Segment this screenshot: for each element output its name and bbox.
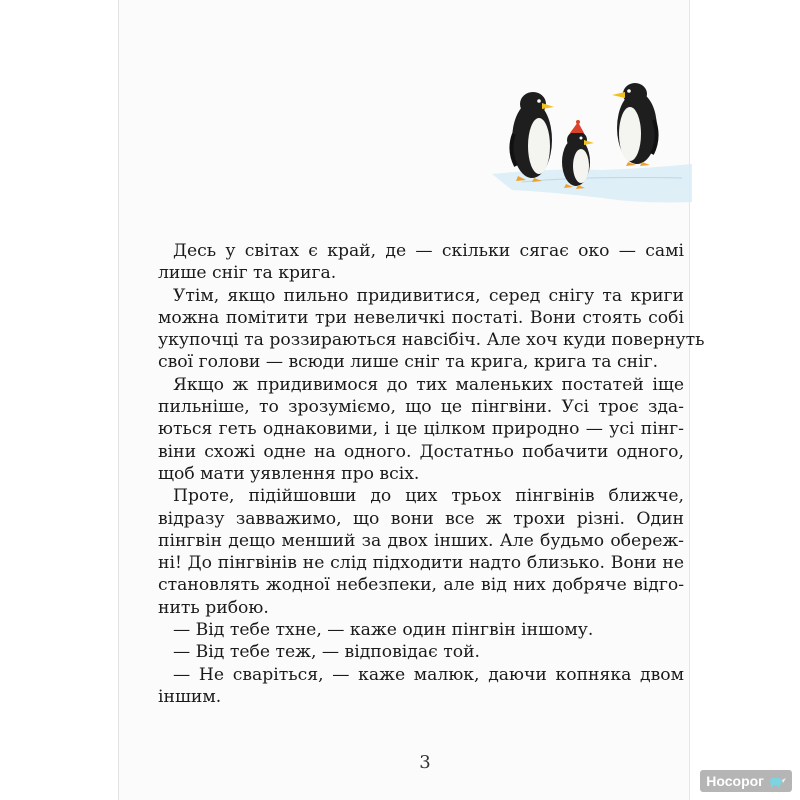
paragraph-line: пінгвін дещо менший за двох інших. Але будьмо обереж- [158, 530, 684, 551]
paragraph-line: щоб мати уявлення про всіх. [158, 463, 420, 484]
paragraph-line: пильніше, то зрозуміємо, що це пінгвіни. Усі троє зда- [158, 397, 684, 418]
penguin-right-icon [612, 83, 657, 166]
paragraph-line: нить рибою. [158, 597, 269, 618]
paragraph-line: — Від тебе тхне, — каже один пінгвін іншому. [173, 620, 594, 641]
paragraph-line: укупочці та роззираються навсібіч. Але хоч куди повернуть [158, 330, 705, 351]
paragraph-line: Утім, якщо пильно придивитися, серед снігу та криги [173, 285, 684, 306]
paragraph-line: іншим. [158, 686, 222, 707]
paragraph-line: Проте, підійшовши до цих трьох пінгвінів ближче, [173, 486, 684, 507]
paragraph-line: Якщо ж придивимося до тих маленьких постатей іще [173, 374, 684, 395]
paragraph-line: становлять жодної небезпеки, але від них добряче відго- [158, 575, 684, 596]
paragraph-line: свої голови — всюди лише сніг та крига, крига та сніг. [158, 352, 659, 373]
paragraph-line: можна помітити три невеличкі постаті. Вони стоять собі [158, 307, 684, 328]
paragraph-line: відразу завважимо, що вони все ж трохи різні. Один [158, 508, 684, 529]
paragraph-line: Десь у світах є край, де — скільки сягає око — самі [173, 241, 684, 261]
paragraph-line: віни схожі одне на одного. Достатньо побачити одного, [158, 441, 684, 462]
paragraph-line: лише сніг та крига. [158, 263, 337, 284]
paragraph-line: ються геть однаковими, і це цілком природно — усі пінг- [158, 419, 684, 440]
story-text [158, 240, 705, 708]
paragraph-line: — Не сваріться, — каже малюк, даючи копняка двом [173, 664, 684, 685]
paragraph-line: ні! До пінгвінів не слід підходити надто близько. Вони не [158, 553, 684, 574]
paragraph-line: — Від тебе теж, — відповідає той. [173, 642, 480, 663]
rhino-icon [768, 774, 786, 788]
penguin-left-icon [511, 92, 554, 182]
watermark-badge [700, 770, 792, 792]
watermark-text: Носорог [706, 773, 764, 789]
page-number: 3 [419, 752, 431, 773]
penguins-illustration [492, 78, 692, 208]
